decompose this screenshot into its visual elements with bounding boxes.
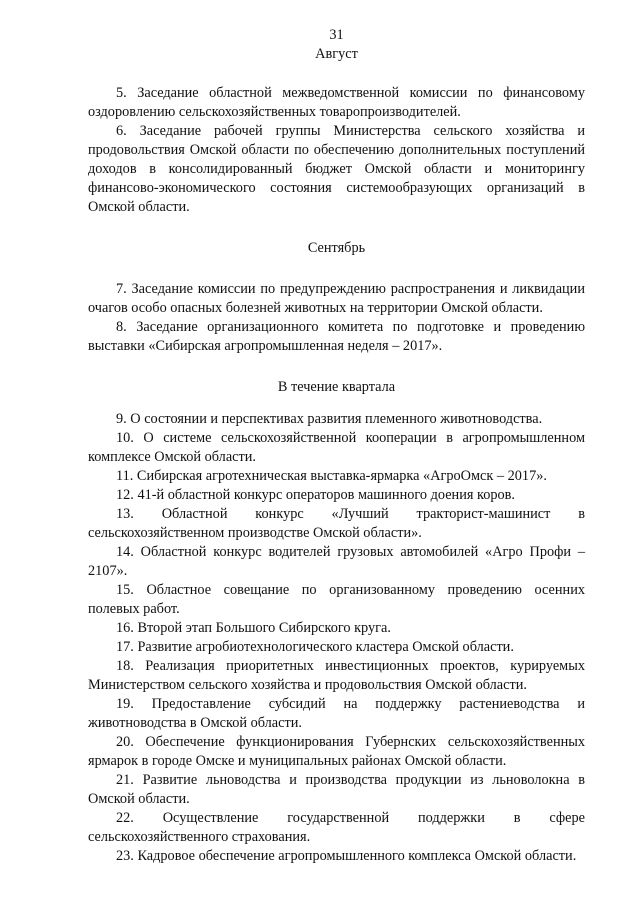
plan-item: 12. 41-й областной конкурс операторов машинного доения коров.	[116, 487, 515, 503]
plan-item: 8. Заседание организационного комитета по подготовке и проведению выставки «Сибирская агропромышленная неделя – 2017».	[88, 319, 585, 354]
plan-item: 9. О состоянии и перспективах развития племенного животноводства.	[116, 411, 543, 427]
plan-item: 19. Предоставление субсидий на поддержку растениеводства и животноводства в Омской области.	[88, 696, 585, 731]
section-title-quarter: В течение квартала	[277, 379, 396, 395]
plan-item: 23. Кадровое обеспечение агропромышленного комплекса Омской области.	[116, 848, 577, 864]
plan-item: 18. Реализация приоритетных инвестиционных проектов, курируемых Министерством сельского хозяйства и продовольствия Омской области.	[88, 658, 585, 693]
plan-item: 22. Осуществление государственной поддержки в сфере сельскохозяйственного страхования.	[88, 810, 585, 845]
plan-item: 7. Заседание комиссии по предупреждению распространения и ликвидации очагов особо опасных болезней животных на территории Омской области.	[88, 281, 585, 316]
plan-item: 13. Областной конкурс «Лучший тракторист-машинист в сельскохозяйственном производстве Омской области».	[88, 506, 585, 541]
plan-item: 6. Заседание рабочей группы Министерства сельского хозяйства и продовольствия Омской области по обеспечению дополнительных поступлений доходов в консолидированный бюджет Омской области и мониторингу финансово-экономического состояния системообразующих организаций в Омской области.	[88, 123, 585, 215]
document-page	[88, 26, 585, 866]
page-number: 31	[329, 27, 344, 43]
section-title-september: Сентябрь	[307, 240, 366, 256]
plan-item: 20. Обеспечение функционирования Губернских сельскохозяйственных ярмарок в городе Омске и муниципальных районах Омской области.	[88, 734, 585, 769]
plan-item: 10. О системе сельскохозяйственной кооперации в агропромышленном комплексе Омской области.	[88, 430, 585, 465]
plan-item: 15. Областное совещание по организованному проведению осенних полевых работ.	[88, 582, 585, 617]
plan-item: 21. Развитие льноводства и производства продукции из льноволокна в Омской области.	[88, 772, 585, 807]
section-title-august: Август	[315, 46, 358, 62]
plan-item: 11. Сибирская агротехническая выставка-ярмарка «АгроОмск – 2017».	[116, 468, 547, 484]
plan-item: 17. Развитие агробиотехнологического кластера Омской области.	[116, 639, 514, 655]
plan-item: 14. Областной конкурс водителей грузовых автомобилей «Агро Профи – 2107».	[88, 544, 585, 579]
plan-item: 5. Заседание областной межведомственной комиссии по финансовому оздоровлению сельскохозяйственных товаропроизводителей.	[88, 85, 585, 120]
plan-item: 16. Второй этап Большого Сибирского круга.	[116, 620, 391, 636]
